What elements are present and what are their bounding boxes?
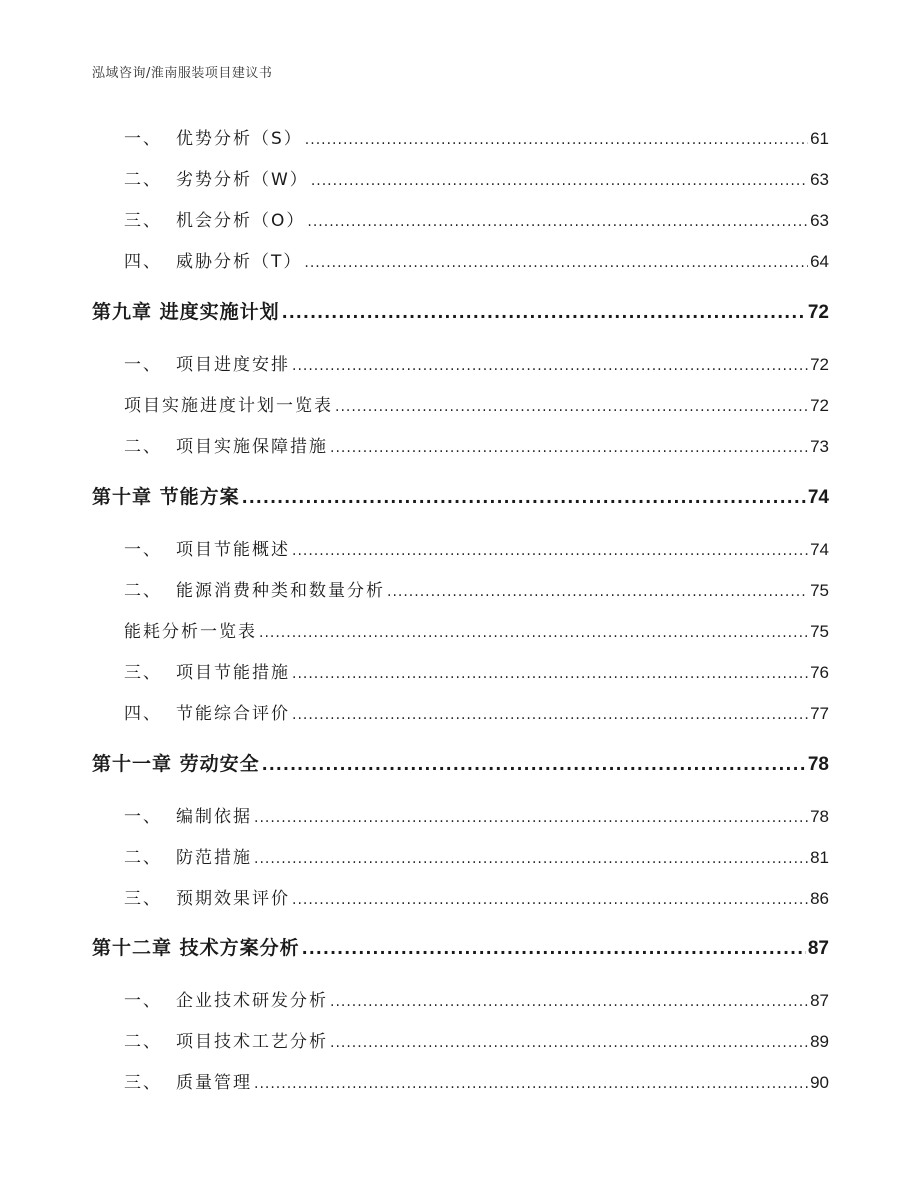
toc-page: 72	[807, 302, 829, 323]
leader-dots	[254, 810, 808, 826]
leader-dots	[254, 1076, 808, 1092]
toc-number: 三、	[124, 211, 162, 231]
toc-page: 87	[807, 938, 829, 959]
toc-number: 三、	[124, 889, 162, 909]
toc-title: 劣势分析（W）	[176, 170, 309, 190]
toc-page: 75	[810, 622, 829, 641]
toc-row[interactable]	[92, 802, 829, 827]
leader-dots	[292, 358, 808, 374]
running-header: 泓域咨询/淮南服装项目建议书	[92, 66, 273, 81]
toc-chapter-title: 第十章 节能方案	[92, 486, 240, 508]
toc-title: 防范措施	[176, 848, 252, 868]
toc-number: 三、	[124, 1073, 162, 1093]
toc-number: 二、	[124, 581, 162, 601]
toc-page: 74	[810, 540, 829, 559]
toc-page: 90	[810, 1073, 829, 1092]
toc-page: 72	[810, 396, 829, 415]
toc-number: 一、	[124, 355, 162, 375]
toc-number: 一、	[124, 129, 162, 149]
toc-page: 64	[810, 252, 829, 271]
toc-title: 能源消费种类和数量分析	[176, 581, 385, 601]
toc-chapter-title: 第十一章 劳动安全	[92, 753, 260, 775]
toc-chapter-row[interactable]	[92, 482, 829, 509]
leader-dots	[254, 851, 808, 867]
toc-title: 项目实施进度计划一览表	[124, 396, 333, 416]
toc-number: 一、	[124, 991, 162, 1011]
toc-row[interactable]	[92, 432, 829, 457]
toc-title: 项目实施保障措施	[176, 437, 328, 457]
toc-title: 企业技术研发分析	[176, 991, 328, 1011]
leader-dots	[262, 755, 806, 774]
toc-title: 威胁分析（T）	[176, 252, 303, 272]
leader-dots	[282, 303, 806, 322]
leader-dots	[330, 1035, 808, 1051]
leader-dots	[304, 255, 808, 271]
toc-chapter-row[interactable]	[92, 749, 829, 776]
toc-row[interactable]	[92, 247, 829, 272]
toc-number: 二、	[124, 848, 162, 868]
toc-row[interactable]	[92, 350, 829, 375]
toc-number: 四、	[124, 704, 162, 724]
toc-chapter-row[interactable]	[92, 297, 829, 324]
toc-number: 二、	[124, 1032, 162, 1052]
toc-title: 节能综合评价	[176, 704, 290, 724]
toc-chapter-title: 第九章 进度实施计划	[92, 301, 280, 323]
toc-row[interactable]	[92, 658, 829, 683]
toc-title: 项目节能概述	[176, 540, 290, 560]
toc-title: 项目进度安排	[176, 355, 290, 375]
leader-dots	[242, 488, 806, 507]
toc-title: 项目节能措施	[176, 663, 290, 683]
leader-dots	[292, 543, 808, 559]
leader-dots	[292, 892, 808, 908]
toc-chapter-title: 第十二章 技术方案分析	[92, 937, 300, 959]
toc-row[interactable]	[92, 843, 829, 868]
toc-title: 能耗分析一览表	[124, 622, 257, 642]
toc-page: 87	[810, 991, 829, 1010]
leader-dots	[330, 440, 808, 456]
toc-row[interactable]	[92, 1068, 829, 1093]
toc-row[interactable]	[92, 391, 829, 416]
toc-number: 四、	[124, 252, 162, 272]
toc-page: 76	[810, 663, 829, 682]
toc-page: 81	[810, 848, 829, 867]
toc-page: 75	[810, 581, 829, 600]
toc-row[interactable]	[92, 124, 829, 149]
toc-row[interactable]	[92, 699, 829, 724]
toc-title: 优势分析（S）	[176, 129, 303, 149]
leader-dots	[387, 584, 808, 600]
toc-row[interactable]	[92, 206, 829, 231]
toc-page: 73	[810, 437, 829, 456]
toc-page: 61	[810, 129, 829, 148]
toc-row[interactable]	[92, 884, 829, 909]
leader-dots	[302, 939, 806, 958]
leader-dots	[305, 132, 808, 148]
leader-dots	[307, 214, 808, 230]
toc-title: 预期效果评价	[176, 889, 290, 909]
toc-page: 78	[807, 754, 829, 775]
toc-number: 一、	[124, 807, 162, 827]
toc-page: 63	[810, 211, 829, 230]
toc-number: 一、	[124, 540, 162, 560]
toc-number: 二、	[124, 437, 162, 457]
leader-dots	[330, 994, 808, 1010]
toc-row[interactable]	[92, 576, 829, 601]
toc-title: 项目技术工艺分析	[176, 1032, 328, 1052]
toc-row[interactable]	[92, 986, 829, 1011]
toc-row[interactable]	[92, 617, 829, 642]
toc-page: 74	[807, 487, 829, 508]
toc-number: 三、	[124, 663, 162, 683]
toc-title: 机会分析（O）	[176, 211, 306, 231]
toc-number: 二、	[124, 170, 162, 190]
toc-title: 编制依据	[176, 807, 252, 827]
toc-page: 63	[810, 170, 829, 189]
toc-page: 77	[810, 704, 829, 723]
leader-dots	[259, 625, 808, 641]
leader-dots	[311, 173, 808, 189]
toc-page: 89	[810, 1032, 829, 1051]
toc-row[interactable]	[92, 535, 829, 560]
leader-dots	[335, 399, 808, 415]
toc-page: 78	[810, 807, 829, 826]
toc-page: 86	[810, 889, 829, 908]
toc-row[interactable]	[92, 1027, 829, 1052]
toc-page: 72	[810, 355, 829, 374]
leader-dots	[292, 666, 808, 682]
toc-title: 质量管理	[176, 1073, 252, 1093]
toc-row[interactable]	[92, 165, 829, 190]
leader-dots	[292, 707, 808, 723]
toc-chapter-row[interactable]	[92, 933, 829, 960]
